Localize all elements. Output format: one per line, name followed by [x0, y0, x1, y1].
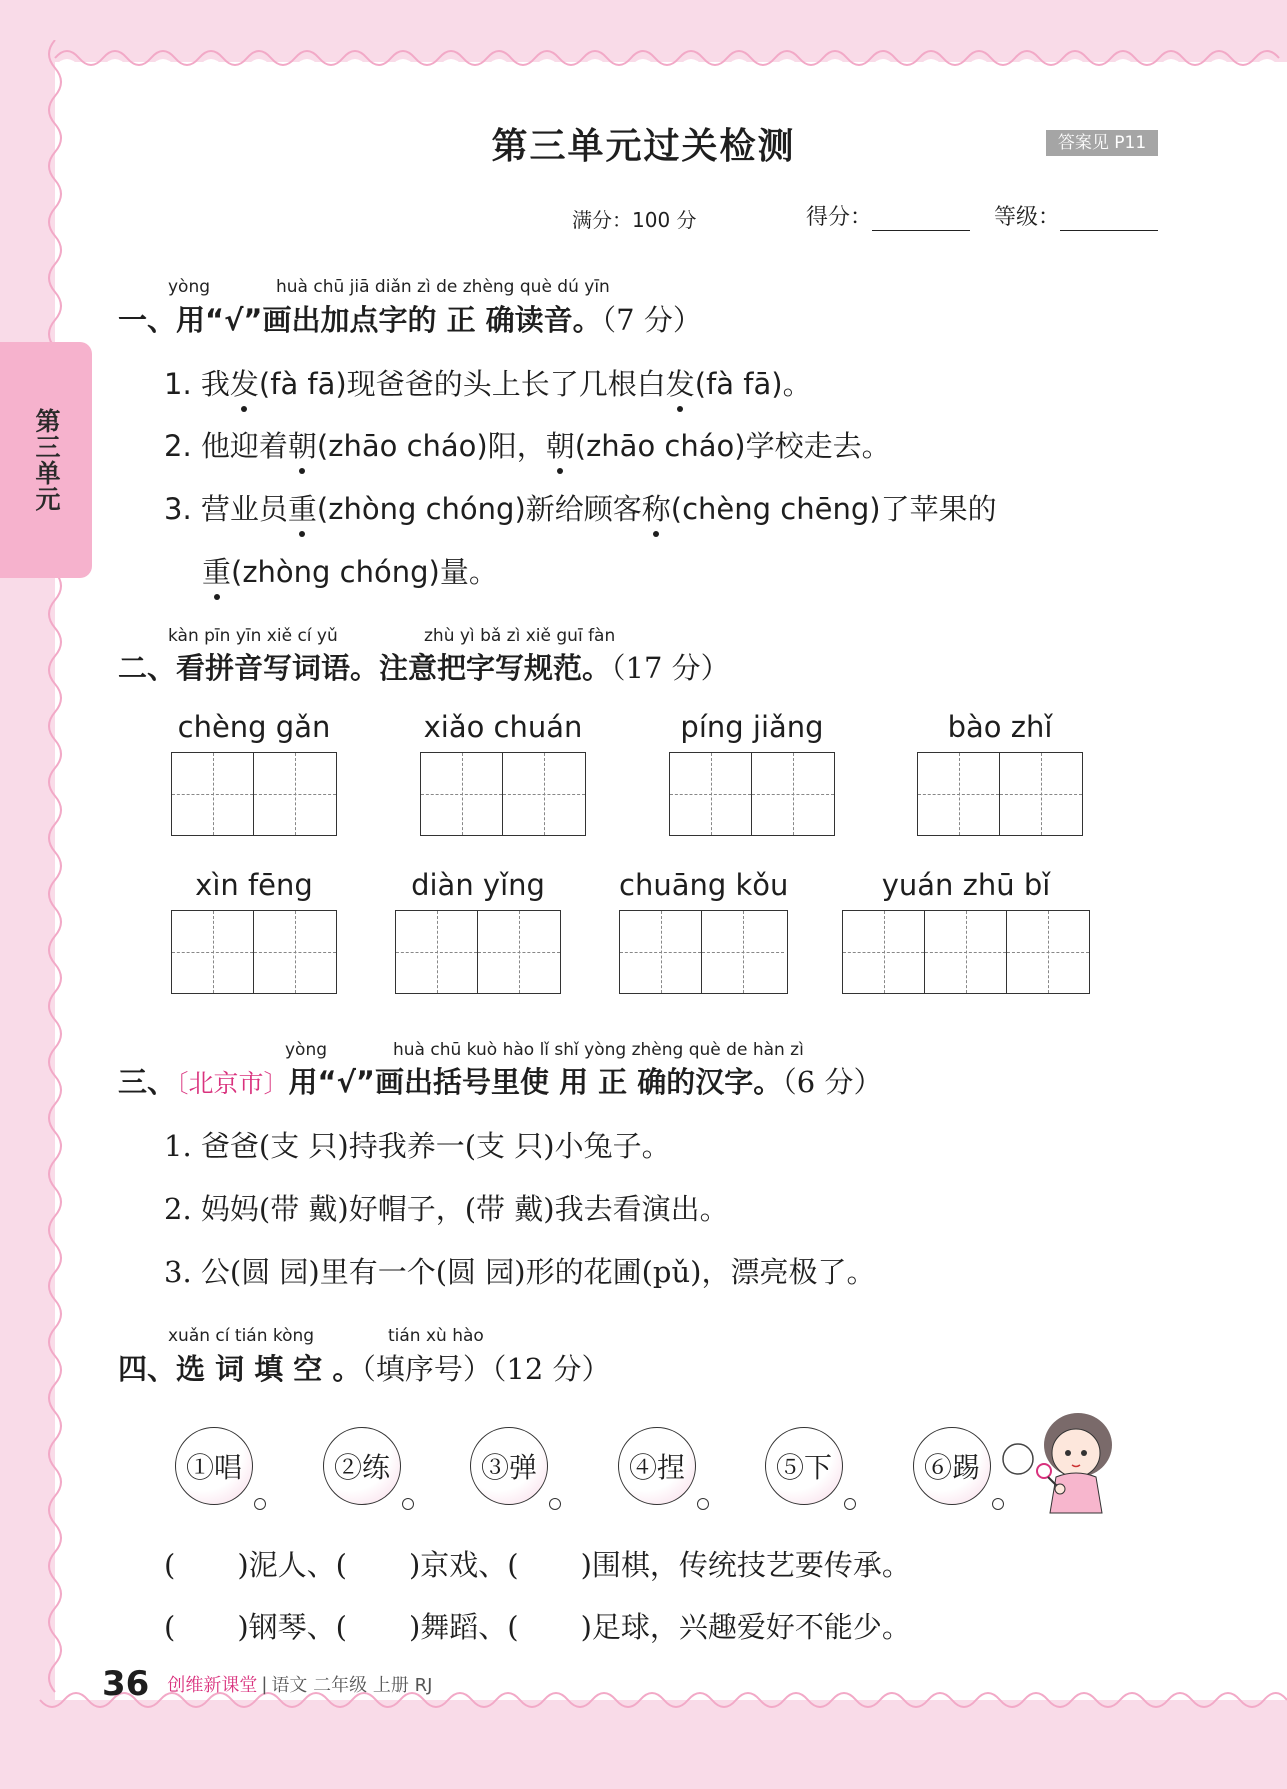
section2-pinyin-b: zhù yì bǎ zì xiě guī fàn	[424, 626, 616, 646]
section3-score: （6 分）	[782, 1065, 883, 1099]
dotted-char: 朝	[546, 424, 575, 465]
writing-grid[interactable]	[619, 910, 788, 994]
section3-title: 用“√”画出括号里使 用 正 确的汉字。	[288, 1065, 783, 1099]
page-title: 第三单元过关检测	[491, 126, 796, 167]
pinyin-choices[interactable]: (zhòng chóng)	[231, 555, 440, 589]
option-label: ⑥踢	[923, 1451, 980, 1484]
s3-question-2[interactable]: 2. 妈妈(带 戴)好帽子，(带 戴)我去看演出。	[164, 1192, 729, 1226]
dotted-char: 朝	[288, 424, 317, 465]
word-pinyin: píng jiǎng	[680, 710, 824, 744]
section4-pinyin-a: xuǎn cí tián kòng	[168, 1326, 315, 1346]
word-box-7[interactable]	[619, 868, 788, 994]
dotted-char: 称	[642, 487, 671, 528]
section3-pinyin-a: yòng	[285, 1040, 328, 1060]
option-bubble-5[interactable]	[765, 1427, 843, 1505]
option-label: ④捏	[628, 1451, 685, 1484]
option-bubble-4[interactable]	[618, 1427, 696, 1505]
text: (	[164, 1610, 176, 1644]
pinyin-choices[interactable]: (chèng chēng)	[670, 492, 881, 526]
text: )泥人、(	[237, 1548, 347, 1582]
section1-pinyin-b: huà chū jiā diǎn zì de zhèng què dú yīn	[276, 277, 610, 297]
option-label: ①唱	[185, 1451, 242, 1484]
dotted-char: 发	[666, 362, 695, 403]
side-tab-label: 第三单元	[32, 408, 61, 512]
word-pinyin: bào zhǐ	[947, 710, 1053, 744]
text: )钢琴、(	[237, 1610, 347, 1644]
word-pinyin: chuāng kǒu	[619, 868, 789, 902]
word-box-1[interactable]	[171, 710, 337, 836]
option-label: ②练	[333, 1451, 390, 1484]
wavy-left-border	[40, 40, 70, 1700]
girl-blowing-bubbles-illustration	[1000, 1405, 1120, 1515]
text: )京戏、(	[408, 1548, 519, 1582]
section4-note: （填序号）	[361, 1352, 492, 1386]
option-bubble-6[interactable]	[913, 1427, 991, 1505]
option-label: ③弹	[480, 1451, 537, 1484]
word-pinyin: yuán zhū bǐ	[881, 868, 1051, 902]
word-pinyin: diàn yǐng	[411, 868, 545, 902]
writing-grid[interactable]	[669, 752, 835, 836]
section3-heading	[118, 1060, 882, 1101]
text: 他迎着	[200, 429, 288, 463]
grade-label: 等级：	[994, 205, 1061, 230]
question-number: 3.	[164, 492, 192, 526]
text: 学校走去。	[745, 429, 891, 463]
section2-pinyin-a: kàn pīn yīn xiě cí yǔ	[168, 626, 338, 646]
writing-grid[interactable]	[420, 752, 586, 836]
section4-heading	[118, 1347, 611, 1388]
option-label: ⑤下	[775, 1451, 832, 1484]
section1-title: 用“√”画出加点字的 正 确读音。	[176, 303, 602, 337]
section4-pinyin-b: tián xù hào	[388, 1326, 484, 1346]
word-box-5[interactable]	[171, 868, 337, 994]
region-tag: 〔北京市〕	[176, 1069, 289, 1098]
section2-title: 看拼音写词语。注意把字写规范。	[176, 651, 612, 685]
word-pinyin: chèng gǎn	[177, 710, 331, 744]
word-box-8[interactable]	[842, 868, 1090, 994]
page-number: 36	[102, 1664, 150, 1704]
word-pinyin: xiǎo chuán	[423, 710, 583, 744]
section2-score: （17 分）	[611, 651, 730, 685]
section1-heading	[118, 298, 702, 339]
s1-question-1	[164, 362, 812, 403]
section1-pinyin-a: yòng	[168, 277, 211, 297]
text: 我	[200, 367, 230, 401]
unit-side-tab	[0, 342, 92, 578]
fill-line-1	[164, 1543, 911, 1584]
option-bubble-2[interactable]	[323, 1427, 401, 1505]
text: 营业员	[200, 492, 288, 526]
pinyin-choices[interactable]: (zhāo cháo)	[574, 429, 746, 463]
writing-grid[interactable]	[842, 910, 1090, 994]
score-blank[interactable]	[872, 206, 970, 231]
pinyin-choices[interactable]: (fà fā)。	[694, 367, 812, 401]
score-label: 得分：	[806, 205, 873, 230]
s3-question-3[interactable]: 3. 公(圆 园)里有一个(圆 园)形的花圃(pǔ)，漂亮极了。	[164, 1255, 876, 1289]
page-footer	[102, 1664, 432, 1704]
score-field[interactable]	[806, 200, 970, 231]
s1-question-3	[164, 487, 997, 528]
section4-score: （12 分）	[491, 1352, 611, 1386]
section2-heading	[118, 646, 730, 687]
text: 了苹果的	[880, 492, 997, 526]
section3-number: 三、	[118, 1065, 177, 1099]
section1-number: 一、	[118, 303, 177, 337]
text: 阳，	[487, 429, 546, 463]
text: )足球，兴趣爱好不能少。	[580, 1610, 911, 1644]
text: (	[164, 1548, 176, 1582]
brand-name: 创维新课堂	[167, 1675, 258, 1696]
writing-grid[interactable]	[917, 752, 1083, 836]
section3-pinyin-b: huà chū kuò hào lǐ shǐ yòng zhèng què de hàn zì	[393, 1040, 804, 1060]
option-bubble-1[interactable]	[175, 1427, 253, 1505]
footer-separator: |	[261, 1673, 268, 1695]
text: )舞蹈、(	[408, 1610, 519, 1644]
s1-question-2	[164, 424, 891, 465]
dotted-char: 重	[288, 487, 317, 528]
dotted-char: 重	[202, 550, 231, 591]
word-box-6[interactable]	[395, 868, 561, 994]
grade-field[interactable]	[994, 200, 1158, 231]
section1-score: （7 分）	[601, 303, 702, 337]
word-box-3[interactable]	[669, 710, 835, 836]
wavy-top-border	[0, 42, 1287, 82]
question-number: 1.	[164, 367, 192, 401]
s3-question-1[interactable]: 1. 爸爸(支 只)持我养一(支 只)小兔子。	[164, 1129, 671, 1163]
book-info: 语文 二年级 上册 RJ	[271, 1675, 433, 1696]
pinyin-choices[interactable]: (zhāo cháo)	[316, 429, 488, 463]
s1-question-3-cont	[202, 550, 498, 591]
section4-number: 四、	[118, 1352, 177, 1386]
word-pinyin: xìn fēng	[195, 868, 313, 902]
grade-blank[interactable]	[1060, 206, 1158, 231]
score-bar	[0, 200, 1287, 240]
writing-grid[interactable]	[171, 910, 337, 994]
fill-line-2	[164, 1605, 911, 1646]
word-box-4[interactable]	[917, 710, 1083, 836]
section2-number: 二、	[118, 651, 177, 685]
writing-grid[interactable]	[171, 752, 337, 836]
question-number: 2.	[164, 429, 192, 463]
text: )围棋，传统技艺要传承。	[580, 1548, 911, 1582]
dotted-char: 发	[230, 362, 259, 403]
word-box-2[interactable]	[420, 710, 586, 836]
answer-reference-tag: 答案见 P11	[1046, 130, 1158, 156]
text: 量。	[439, 555, 498, 589]
text: 现爸爸的头上长了几根白	[346, 367, 666, 401]
section4-title: 选 词 填 空 。	[176, 1352, 362, 1386]
pinyin-choices[interactable]: (zhòng chóng)	[316, 492, 526, 526]
text: 新给顾客	[525, 492, 642, 526]
pinyin-choices[interactable]: (fà fā)	[258, 367, 347, 401]
full-score-text: 满分：100 分	[572, 208, 697, 232]
writing-grid[interactable]	[395, 910, 561, 994]
option-bubble-3[interactable]	[470, 1427, 548, 1505]
